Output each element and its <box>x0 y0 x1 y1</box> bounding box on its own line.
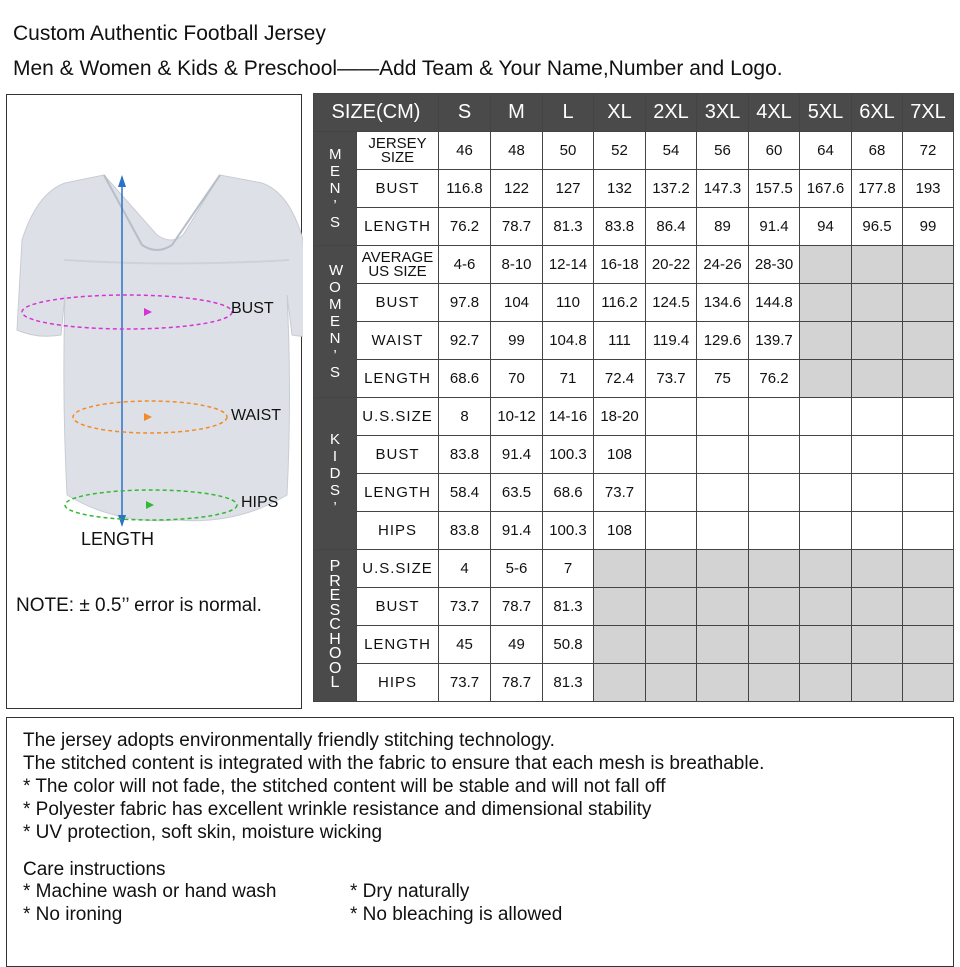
size-cell: 81.3 <box>543 208 594 246</box>
size-cell: 72 <box>903 132 954 170</box>
size-cell <box>852 626 903 664</box>
size-header-5xl: 5XL <box>800 94 852 132</box>
group-label-char: ’ <box>333 499 337 516</box>
description-line: * UV protection, soft skin, moisture wicking <box>23 822 383 843</box>
group-label-char: E <box>329 587 341 604</box>
size-cell <box>800 588 852 626</box>
waist-label: WAIST <box>231 407 282 424</box>
size-cell <box>749 474 800 512</box>
size-cell: 81.3 <box>543 664 594 702</box>
size-cell <box>697 588 749 626</box>
size-cell: 68 <box>852 132 903 170</box>
size-cell <box>697 664 749 702</box>
size-cell: 96.5 <box>852 208 903 246</box>
group-label-text <box>329 262 344 381</box>
size-cell <box>903 284 954 322</box>
row-label: HIPS <box>357 664 439 702</box>
size-cell <box>646 474 697 512</box>
size-cell <box>697 436 749 474</box>
group-label-text <box>329 560 341 691</box>
size-cell <box>852 360 903 398</box>
size-row <box>314 474 954 512</box>
size-cell: 58.4 <box>439 474 491 512</box>
size-cell <box>800 550 852 588</box>
size-cell <box>749 550 800 588</box>
size-cell <box>646 550 697 588</box>
size-cell: 132 <box>594 170 646 208</box>
size-cell <box>903 588 954 626</box>
row-label: BUST <box>357 284 439 322</box>
size-row <box>314 284 954 322</box>
length-arrow-top <box>118 175 126 187</box>
group-label-char: N <box>329 330 341 347</box>
size-cell <box>852 588 903 626</box>
size-cell <box>903 398 954 436</box>
size-cell <box>749 588 800 626</box>
row-label: LENGTH <box>357 474 439 512</box>
jersey-shape <box>17 175 303 521</box>
group-label-char: C <box>329 616 341 633</box>
size-cell: 86.4 <box>646 208 697 246</box>
size-cell: 76.2 <box>749 360 800 398</box>
row-label: HIPS <box>357 512 439 550</box>
size-cell: 83.8 <box>594 208 646 246</box>
size-cell: 76.2 <box>439 208 491 246</box>
group-label-char: O <box>329 645 342 662</box>
group-label-char: E <box>329 163 340 180</box>
error-note: NOTE: ± 0.5’’ error is normal. <box>16 595 262 616</box>
row-label: LENGTH <box>357 360 439 398</box>
group-label-char: ’ <box>333 347 337 364</box>
size-row <box>314 170 954 208</box>
size-cell: 110 <box>543 284 594 322</box>
size-cell <box>646 664 697 702</box>
row-label: JERSEY SIZE <box>357 132 439 170</box>
row-label: AVERAGE US SIZE <box>357 246 439 284</box>
group-label <box>314 398 357 550</box>
size-row <box>314 360 954 398</box>
group-label-char: R <box>329 572 341 590</box>
size-cell: 73.7 <box>439 588 491 626</box>
size-cell <box>800 626 852 664</box>
size-cell <box>903 512 954 550</box>
size-cell <box>594 550 646 588</box>
row-label: BUST <box>357 170 439 208</box>
size-cell <box>800 436 852 474</box>
product-description <box>6 717 954 967</box>
size-cell: 68.6 <box>543 474 594 512</box>
size-cell: 129.6 <box>697 322 749 360</box>
size-header-4xl: 4XL <box>749 94 800 132</box>
size-cell: 94 <box>800 208 852 246</box>
size-cell <box>697 626 749 664</box>
size-cell <box>903 360 954 398</box>
size-row <box>314 512 954 550</box>
size-cell: 52 <box>594 132 646 170</box>
group-label-char: S <box>329 482 340 499</box>
size-cell <box>903 550 954 588</box>
size-cell <box>800 398 852 436</box>
size-cell: 71 <box>543 360 594 398</box>
size-cell: 7 <box>543 550 594 588</box>
size-chart <box>313 93 954 702</box>
size-cell <box>852 284 903 322</box>
size-row <box>314 664 954 702</box>
row-label: BUST <box>357 588 439 626</box>
size-row <box>314 550 954 588</box>
row-label: U.S.SIZE <box>357 550 439 588</box>
size-cell: 10-12 <box>491 398 543 436</box>
size-cell <box>697 512 749 550</box>
size-cell <box>903 664 954 702</box>
description-line: The jersey adopts environmentally friendly stitching technology. <box>23 730 555 751</box>
size-cell <box>749 626 800 664</box>
group-label <box>314 550 357 702</box>
size-cell <box>646 588 697 626</box>
care-item: * No bleaching is allowed <box>350 904 563 925</box>
size-cell: 68.6 <box>439 360 491 398</box>
group-label-char: N <box>329 180 341 197</box>
group-label <box>314 246 357 398</box>
page-subtitle: Men & Women & Kids & Preschool——Add Team & Your Name,Number and Logo. <box>13 57 783 80</box>
size-cell: 193 <box>903 170 954 208</box>
size-cell <box>852 436 903 474</box>
size-cell: 119.4 <box>646 322 697 360</box>
size-row <box>314 246 954 284</box>
size-cell <box>852 512 903 550</box>
size-cell <box>800 512 852 550</box>
size-cell: 99 <box>491 322 543 360</box>
description-line: * The color will not fade, the stitched content will be stable and will not fall off <box>23 776 666 797</box>
size-cell <box>749 436 800 474</box>
group-label-char: E <box>329 313 340 330</box>
group-label-char: M <box>329 296 342 313</box>
size-row <box>314 398 954 436</box>
care-title: Care instructions <box>23 859 166 880</box>
description-line: The stitched content is integrated with the fabric to ensure that each mesh is breathable. <box>23 753 765 774</box>
size-cell: 111 <box>594 322 646 360</box>
size-cell: 48 <box>491 132 543 170</box>
hips-label: HIPS <box>241 494 279 511</box>
measurement-diagram <box>6 94 302 709</box>
size-cell: 63.5 <box>491 474 543 512</box>
size-cell: 50 <box>543 132 594 170</box>
size-cell: 45 <box>439 626 491 664</box>
size-header-corner: SIZE(CM) <box>314 94 439 132</box>
size-cell: 100.3 <box>543 512 594 550</box>
size-header-m: M <box>491 94 543 132</box>
size-cell: 127 <box>543 170 594 208</box>
size-cell: 49 <box>491 626 543 664</box>
size-cell: 81.3 <box>543 588 594 626</box>
size-cell: 116.2 <box>594 284 646 322</box>
size-cell: 64 <box>800 132 852 170</box>
size-row <box>314 436 954 474</box>
group-label-char: O <box>329 279 341 296</box>
row-label: LENGTH <box>357 208 439 246</box>
size-cell: 20-22 <box>646 246 697 284</box>
group-label-char: S <box>329 601 341 619</box>
row-label: U.S.SIZE <box>357 398 439 436</box>
size-header-row <box>314 94 954 132</box>
size-cell: 157.5 <box>749 170 800 208</box>
size-cell <box>800 284 852 322</box>
size-cell: 73.7 <box>594 474 646 512</box>
size-row <box>314 132 954 170</box>
row-label: BUST <box>357 436 439 474</box>
length-label: LENGTH <box>81 529 155 549</box>
group-label-char: S <box>329 364 340 381</box>
size-cell: 46 <box>439 132 491 170</box>
size-row <box>314 588 954 626</box>
size-cell <box>749 398 800 436</box>
size-cell: 50.8 <box>543 626 594 664</box>
description-line: * Polyester fabric has excellent wrinkle resistance and dimensional stability <box>23 799 652 820</box>
size-cell: 134.6 <box>697 284 749 322</box>
size-cell <box>646 436 697 474</box>
size-cell: 72.4 <box>594 360 646 398</box>
size-cell <box>852 664 903 702</box>
page-title: Custom Authentic Football Jersey <box>13 22 326 45</box>
size-cell <box>852 246 903 284</box>
size-cell: 122 <box>491 170 543 208</box>
size-row <box>314 322 954 360</box>
group-label-text <box>329 146 341 231</box>
size-cell: 92.7 <box>439 322 491 360</box>
size-row <box>314 626 954 664</box>
size-row <box>314 208 954 246</box>
bust-label: BUST <box>231 300 274 317</box>
group-label-char: I <box>332 448 338 465</box>
size-header-6xl: 6XL <box>852 94 903 132</box>
size-cell: 108 <box>594 436 646 474</box>
size-cell <box>646 398 697 436</box>
size-cell: 91.4 <box>491 436 543 474</box>
size-cell: 70 <box>491 360 543 398</box>
size-cell: 108 <box>594 512 646 550</box>
size-cell: 97.8 <box>439 284 491 322</box>
care-item: * Machine wash or hand wash <box>23 881 277 902</box>
size-cell <box>594 664 646 702</box>
size-cell <box>800 322 852 360</box>
size-cell: 4 <box>439 550 491 588</box>
group-label-char: O <box>329 659 342 677</box>
size-cell <box>852 398 903 436</box>
size-cell: 147.3 <box>697 170 749 208</box>
size-header-3xl: 3XL <box>697 94 749 132</box>
size-cell <box>697 550 749 588</box>
size-cell <box>697 398 749 436</box>
size-cell: 5-6 <box>491 550 543 588</box>
size-cell <box>800 246 852 284</box>
size-cell: 116.8 <box>439 170 491 208</box>
group-label-char: W <box>329 262 344 279</box>
size-cell: 4-6 <box>439 246 491 284</box>
size-cell: 78.7 <box>491 664 543 702</box>
size-cell <box>852 474 903 512</box>
group-label <box>314 132 357 246</box>
size-cell <box>903 246 954 284</box>
group-label-char: S <box>329 214 340 231</box>
size-cell: 75 <box>697 360 749 398</box>
size-cell: 8 <box>439 398 491 436</box>
size-cell: 56 <box>697 132 749 170</box>
size-cell: 104 <box>491 284 543 322</box>
length-arrow-bottom <box>118 515 126 527</box>
size-cell <box>903 626 954 664</box>
size-cell: 83.8 <box>439 512 491 550</box>
group-label-char: H <box>329 630 341 648</box>
size-cell <box>646 626 697 664</box>
size-cell: 137.2 <box>646 170 697 208</box>
size-cell: 60 <box>749 132 800 170</box>
size-cell: 91.4 <box>749 208 800 246</box>
care-item: * No ironing <box>23 904 123 925</box>
size-cell: 99 <box>903 208 954 246</box>
size-cell: 28-30 <box>749 246 800 284</box>
row-label: LENGTH <box>357 626 439 664</box>
size-cell <box>697 474 749 512</box>
size-cell: 89 <box>697 208 749 246</box>
size-cell: 78.7 <box>491 208 543 246</box>
size-cell: 73.7 <box>439 664 491 702</box>
size-cell: 54 <box>646 132 697 170</box>
group-label-char: D <box>329 465 341 482</box>
size-cell <box>800 474 852 512</box>
group-label-char: K <box>329 431 340 448</box>
size-header-2xl: 2XL <box>646 94 697 132</box>
group-label-char: ’ <box>333 197 337 214</box>
size-cell <box>903 474 954 512</box>
size-cell: 83.8 <box>439 436 491 474</box>
size-cell: 100.3 <box>543 436 594 474</box>
size-header-xl: XL <box>594 94 646 132</box>
size-cell <box>749 512 800 550</box>
size-header-7xl: 7XL <box>903 94 954 132</box>
size-cell <box>800 360 852 398</box>
size-cell: 144.8 <box>749 284 800 322</box>
group-label-char: M <box>329 146 342 163</box>
size-cell: 91.4 <box>491 512 543 550</box>
size-cell <box>646 512 697 550</box>
group-label-char: P <box>329 558 341 575</box>
size-cell: 12-14 <box>543 246 594 284</box>
size-cell: 78.7 <box>491 588 543 626</box>
size-cell <box>594 626 646 664</box>
care-item: * Dry naturally <box>350 881 470 902</box>
size-cell: 177.8 <box>852 170 903 208</box>
size-cell <box>800 664 852 702</box>
size-header-l: L <box>543 94 594 132</box>
size-cell <box>852 322 903 360</box>
size-cell: 16-18 <box>594 246 646 284</box>
size-cell: 73.7 <box>646 360 697 398</box>
size-cell: 139.7 <box>749 322 800 360</box>
size-cell: 104.8 <box>543 322 594 360</box>
size-cell <box>749 664 800 702</box>
size-cell: 18-20 <box>594 398 646 436</box>
size-cell <box>903 436 954 474</box>
row-label: WAIST <box>357 322 439 360</box>
size-header-s: S <box>439 94 491 132</box>
size-cell <box>594 588 646 626</box>
size-cell: 167.6 <box>800 170 852 208</box>
size-cell: 14-16 <box>543 398 594 436</box>
size-cell: 24-26 <box>697 246 749 284</box>
size-cell: 124.5 <box>646 284 697 322</box>
group-label-char: L <box>330 674 340 691</box>
size-cell: 8-10 <box>491 246 543 284</box>
size-cell <box>852 550 903 588</box>
group-label-text <box>329 431 341 516</box>
size-cell <box>903 322 954 360</box>
